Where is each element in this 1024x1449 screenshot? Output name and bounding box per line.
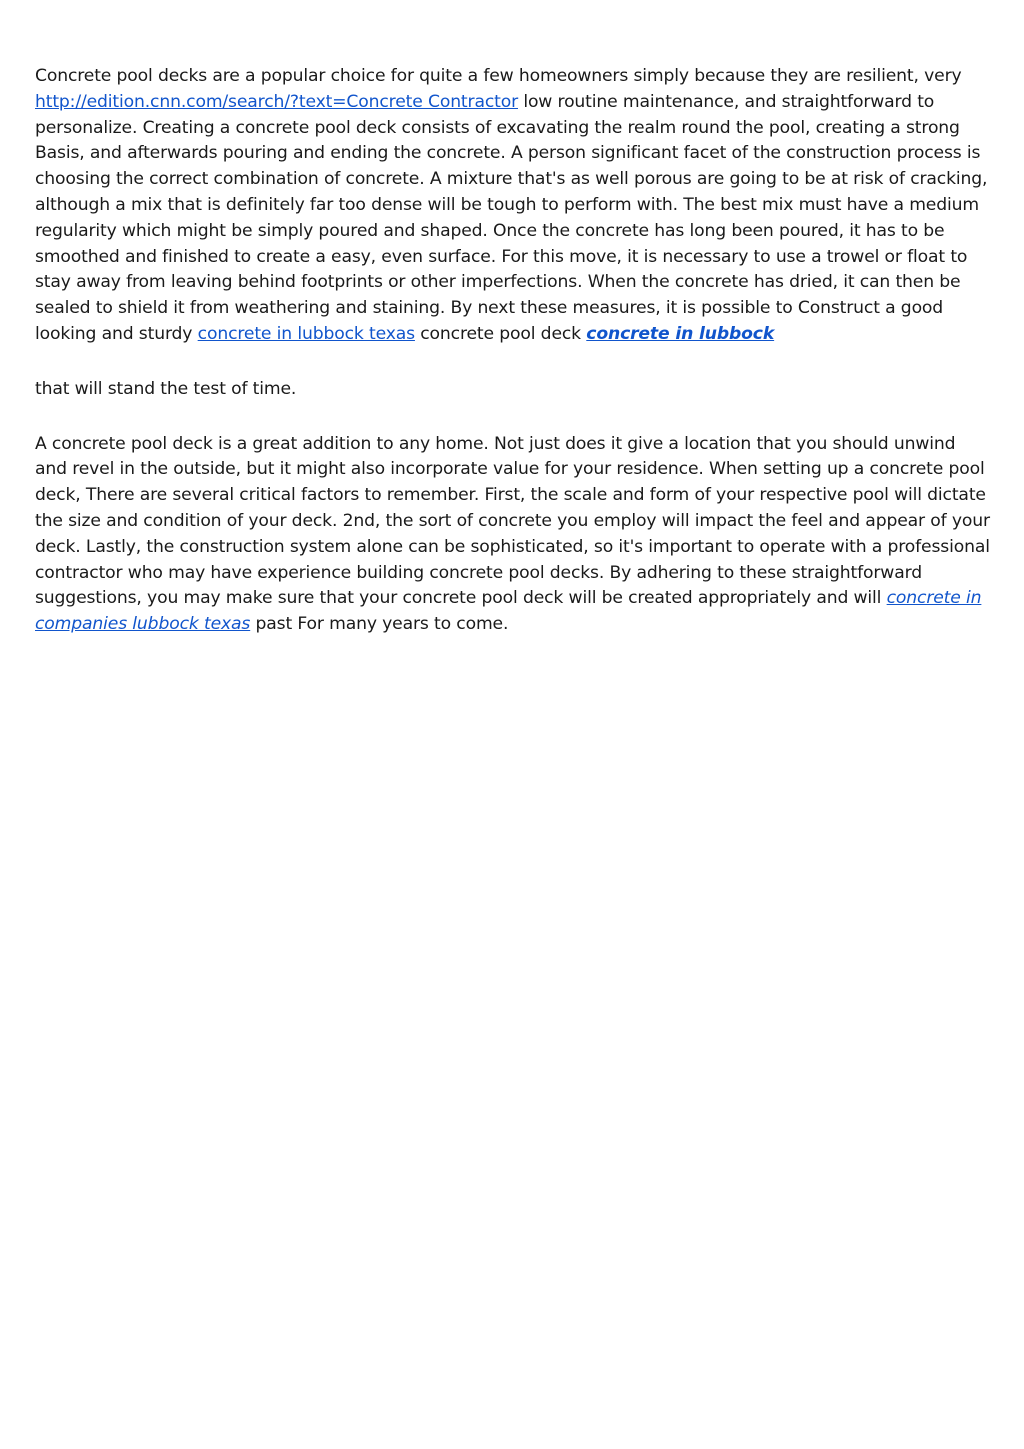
paragraph-1-text-middle: low routine maintenance, and straightforward to personalize. Creating a concrete pool deck consists of excavating the realm round the pool, creating a strong Basis, and afterwards pouring and ending the concrete. A person significant facet of the construction process is choosing the correct combination of concrete. A mixture that's as well porous are going to be at risk of cracking, although a mix that is definitely far too dense will be tough to perform with. The best mix must have a medium regularity which might be simply poured and shaped. Once the concrete has long been poured, it has to be smoothed and finished to create a easy, even surface. For this move, it is necessary to use a trowel or float to stay away from leaving behind footprints or other imperfections. When the concrete has dried, it can then be sealed to shield it from weathering and staining. By next these measures, it is possible to Construct a good looking and sturdy: [35, 91, 988, 344]
concrete-companies-lubbock-link[interactable]: concrete in companies lubbock texas: [35, 588, 982, 635]
paragraph-1-text-end: concrete pool deck: [414, 323, 587, 344]
cnn-search-link[interactable]: http://edition.cnn.com/search/?text=Concrete Contractor: [35, 91, 518, 112]
paragraph-3: [35, 432, 990, 638]
paragraph-3-text-start: A concrete pool deck is a great addition to any home. Not just does it give a location that you should unwind and revel in the outside, but it might also incorporate value for your residence. When setting up a concrete pool deck, There are several critical factors to remember. First, the scale and form of your respective pool will dictate the size and condition of your deck. 2nd, the sort of concrete you employ will impact the feel and appear of your deck. Lastly, the construction system alone can be sophisticated, so it's important to operate with a professional contractor who may have experience building concrete pool decks. By adhering to these straightforward suggestions, you may make sure that your concrete pool deck will be created appropriately and will: [35, 433, 990, 609]
concrete-lubbock-link[interactable]: concrete in lubbock: [586, 323, 775, 344]
paragraph-3-text-end: past For many years to come.: [250, 614, 509, 635]
paragraph-1-text-start: Concrete pool decks are a popular choice for quite a few homeowners simply because they are resilient, very: [35, 66, 962, 86]
concrete-lubbock-texas-link[interactable]: concrete in lubbock texas: [197, 323, 415, 344]
paragraph-1: [35, 64, 990, 348]
paragraph-2: that will stand the test of time.: [35, 378, 297, 399]
document-body: [35, 64, 990, 638]
